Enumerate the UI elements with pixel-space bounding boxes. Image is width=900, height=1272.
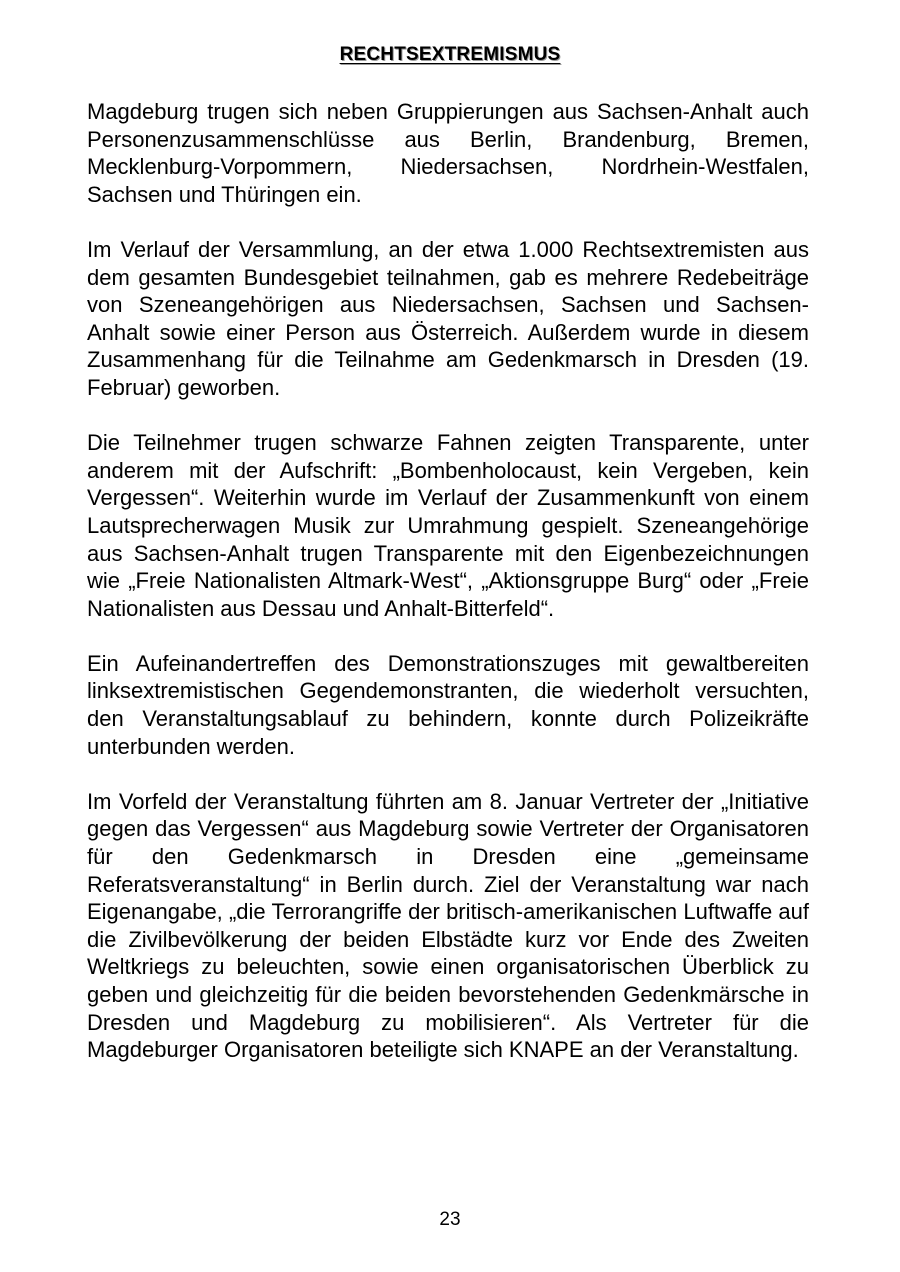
paragraph-3: Die Teilnehmer trugen schwarze Fahnen zeigten Transparente, unter anderem mit der Aufschrift: „Bombenholocaust, kein Vergeben, kein Vergessen“. Weiterhin wurde im Verlauf der Zusammenkunft von einem Lautsprecherwagen Musik zur Umrahmung gespielt. Szeneangehörige aus Sachsen-Anhalt trugen Transparente mit den Eigenbezeichnungen wie „Freie Nationalisten Altmark-West“, „Aktionsgruppe Burg“ oder „Freie Nationalisten aus Dessau und Anhalt-Bitterfeld“. xyxy=(87,430,809,621)
paragraph-5: Im Vorfeld der Veranstaltung führten am 8. Januar Vertreter der „Initiative gegen das Vergessen“ aus Magdeburg sowie Vertreter der Organisatoren für den Gedenkmarsch in Dresden eine „gemeinsame Referatsveranstaltung“ in Berlin durch. Ziel der Veranstaltung war nach Eigenangabe, „die Terrorangriffe der britisch-amerikanischen Luftwaffe auf die Zivilbevölkerung der beiden Elbstädte kurz vor Ende des Zweiten Weltkriegs zu beleuchten, sowie einen organisatorischen Überblick zu geben und gleichzeitig für die beiden bevorstehenden Gedenkmärsche in Dresden und Magdeburg zu mobilisieren“. Als Vertreter für die Magdeburger Organisatoren beteiligte sich KNAPE an der Veranstaltung. xyxy=(87,788,809,1063)
paragraph-2: Im Verlauf der Versammlung, an der etwa 1.000 Rechtsextremisten aus dem gesamten Bundesgebiet teilnahmen, gab es mehrere Redebeiträge von Szeneangehörigen aus Niedersachsen, Sachsen und Sachsen-Anhalt sowie einer Person aus Österreich. Außerdem wurde in diesem Zusammenhang für die Teilnahme am Gedenkmarsch in Dresden (19. Februar) geworben. xyxy=(87,236,809,400)
paragraph-4: Ein Aufeinandertreffen des Demonstrationszuges mit gewaltbereiten linksextremistischen Gegendemonstranten, die wiederholt versuchten, den Veranstaltungsablauf zu behindern, konnte durch Polizeikräfte unterbunden werden. xyxy=(87,650,809,759)
page-number: 23 xyxy=(439,1209,461,1230)
body-text xyxy=(87,98,809,1091)
paragraph-1: Magdeburg trugen sich neben Gruppierungen aus Sachsen-Anhalt auch Personenzusammenschlüsse aus Berlin, Brandenburg, Bremen, Mecklenburg-Vorpommern, Niedersachsen, Nordrhein-Westfalen, Sachsen und Thüringen ein. xyxy=(87,99,809,207)
page-header-title: RECHTSEXTREMISMUS xyxy=(339,44,561,65)
